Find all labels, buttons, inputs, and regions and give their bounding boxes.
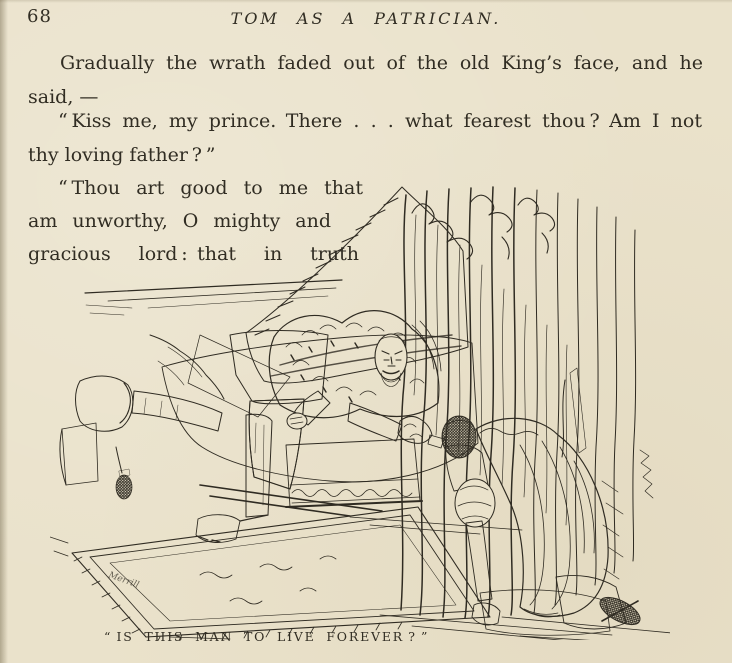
page-edge-shadow bbox=[0, 0, 8, 663]
body-text-line: “ Thou art good to me that bbox=[58, 177, 363, 199]
body-text-line: am unworthy, O mighty and bbox=[28, 210, 331, 232]
page-number: 68 bbox=[27, 6, 52, 27]
king-tunic bbox=[230, 331, 328, 404]
rug-ornament bbox=[200, 556, 336, 604]
body-text-line: thy loving father ? ” bbox=[28, 144, 216, 166]
king-fist bbox=[287, 413, 307, 429]
couch-back bbox=[85, 280, 342, 417]
page-top-shade bbox=[0, 0, 732, 3]
embroidery-band bbox=[292, 490, 412, 497]
running-head: TOM AS A PATRICIAN. bbox=[230, 9, 502, 28]
body-text-line: “ Kiss me, my prince. There . . . what fearest thou ? Am I not bbox=[58, 110, 702, 132]
curtain bbox=[401, 187, 653, 618]
body-text-line: said, — bbox=[28, 86, 99, 108]
illustrator-signature: Merrill bbox=[106, 570, 141, 591]
canopy-drape bbox=[246, 187, 468, 383]
white-cape bbox=[476, 418, 608, 616]
body-text-line: Gradually the wrath faded out of the old King’s face, and he bbox=[60, 52, 703, 74]
valance-loops bbox=[412, 195, 555, 259]
rug bbox=[72, 507, 490, 640]
servant-hand bbox=[472, 603, 500, 625]
servant-head bbox=[442, 416, 476, 458]
kneeling-servant bbox=[442, 416, 644, 635]
rug-fringe bbox=[74, 557, 402, 640]
body-text-line: gracious lord : that in truth bbox=[28, 243, 359, 265]
illustration-caption: “ IS THIS MAN TO LIVE FOREVER ? ” bbox=[104, 629, 430, 644]
illustration-engraving bbox=[50, 185, 670, 640]
slipper bbox=[76, 376, 133, 431]
couch-front-panel bbox=[286, 439, 420, 507]
king-figure bbox=[76, 311, 445, 543]
fur-cuff bbox=[398, 416, 432, 443]
cape-collar bbox=[480, 428, 538, 435]
